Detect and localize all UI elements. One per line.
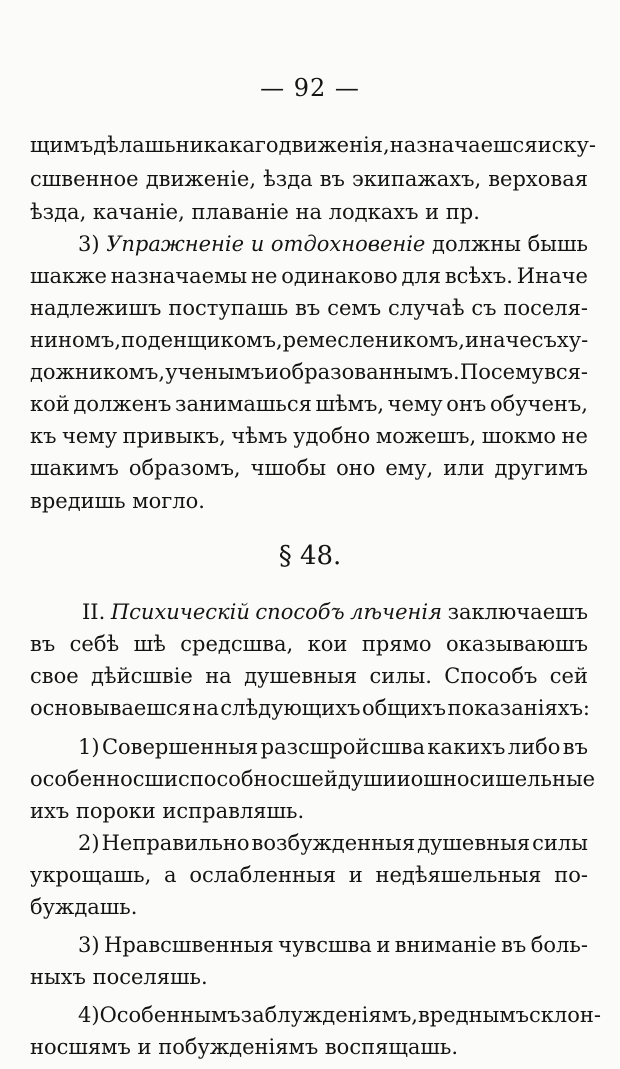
word: никакаго [175, 133, 279, 157]
word: другимъ [494, 456, 588, 480]
word: въ [295, 296, 321, 320]
word: шѣмъ, [315, 392, 385, 416]
text-line: ныхъ поселяшь. [30, 965, 208, 989]
word: привыкъ, [122, 424, 226, 448]
word: иначе [464, 328, 532, 352]
word: къ [30, 424, 57, 448]
word: оно [336, 456, 376, 480]
word: Упражненіе [106, 232, 245, 256]
word: назначаешся [389, 133, 538, 157]
word: прямо [361, 632, 432, 656]
word: способносшей [178, 767, 338, 791]
text-line [30, 451, 588, 485]
word: съ [531, 328, 557, 352]
word: кои [307, 632, 348, 656]
word: вся- [544, 360, 588, 384]
text-line [30, 291, 588, 325]
text-line [30, 259, 588, 293]
word: и [264, 360, 279, 384]
word: экипажахъ, [352, 167, 482, 191]
word: души [337, 767, 397, 791]
text-line [78, 928, 588, 962]
text-line: ѣзда, качаніе, плаваніе на лодкахъ и пр. [30, 200, 480, 224]
word: ремесленикомъ, [282, 328, 465, 352]
word: въ [30, 632, 56, 656]
word: чему [62, 424, 118, 448]
word: укрощашь, [30, 863, 152, 887]
word: Совершенныя [101, 735, 259, 759]
word: 1) [78, 735, 100, 759]
word: верховая [488, 167, 588, 191]
word: или [443, 456, 485, 480]
word: на [192, 696, 219, 720]
text-line [78, 998, 601, 1032]
word: долженъ [73, 392, 172, 416]
word: вреднымъ [417, 1003, 530, 1027]
word: поденщикомъ, [121, 328, 283, 352]
word: особенносши [30, 767, 179, 791]
word: средсшва, [180, 632, 294, 656]
word: ученымъ [165, 360, 265, 384]
word: заблужденіямъ, [240, 1003, 418, 1027]
word: отдохновеніе [270, 232, 426, 256]
word: способъ [255, 600, 345, 624]
word: 3) [78, 933, 100, 957]
word: боль- [530, 933, 588, 957]
word: кой [30, 392, 70, 416]
text-line [78, 826, 588, 860]
word: оказываюшъ [446, 632, 588, 656]
word: 3) [78, 232, 100, 256]
word: силы. [369, 664, 432, 688]
word: дѣлашь [93, 133, 176, 157]
text-line: буждашь. [30, 895, 138, 919]
word: общихъ [361, 696, 446, 720]
word: показаніяхъ: [447, 696, 590, 720]
word: либо [507, 735, 561, 759]
text-line [30, 128, 596, 162]
word: образованнымъ. [278, 360, 460, 384]
word: а [164, 863, 177, 887]
word: ѣзда [263, 167, 313, 191]
word: не [250, 264, 278, 288]
word: чѣмъ [231, 424, 288, 448]
word: ниномъ, [30, 328, 122, 352]
word: недѣяшельныя [375, 863, 542, 887]
word: 2) [78, 831, 100, 855]
word: семъ [327, 296, 382, 320]
word: шакимъ [30, 456, 119, 480]
word: ослабленныя [189, 863, 336, 887]
section-heading: § 48. [278, 541, 342, 571]
text-line [78, 730, 588, 764]
word: назначаемы [110, 264, 248, 288]
word: надлежишъ [30, 296, 162, 320]
word: чшобы [250, 456, 327, 480]
word: и [376, 933, 391, 957]
word: случаѣ [387, 296, 465, 320]
word: чувсшва [278, 933, 372, 957]
text-line [30, 387, 588, 421]
text-line: вредишь могло. [30, 489, 205, 513]
word: образомъ, [128, 456, 241, 480]
text-line [30, 762, 596, 796]
word: движеніе, [145, 167, 256, 191]
word: шакже [30, 264, 107, 288]
word: поступашь [168, 296, 289, 320]
word: Иначе [516, 264, 588, 288]
word: II. [82, 600, 106, 624]
word: возбужденныя [251, 831, 416, 855]
word: бышь [527, 232, 588, 256]
word: лѣченія [350, 600, 442, 624]
word: шокмо [481, 424, 556, 448]
word: сшвенное [30, 167, 139, 191]
word: какихъ [427, 735, 506, 759]
word: иску- [537, 133, 596, 157]
text-line [30, 691, 590, 725]
word: для [401, 264, 441, 288]
word: дѣйсшвіе [91, 664, 193, 688]
text-line: носшямъ и побужденіямъ воспящашь. [30, 1035, 459, 1059]
word: Нравсшвенныя [104, 933, 274, 957]
word: дожникомъ, [30, 360, 166, 384]
word: сей [549, 664, 588, 688]
word: душевныя [244, 664, 358, 688]
word: не [561, 424, 588, 448]
word: одинаково [281, 264, 398, 288]
word: разсшройсшва [260, 735, 426, 759]
text-line [30, 355, 588, 389]
text-line [82, 595, 588, 629]
word: вниманіе [394, 933, 497, 957]
word: должны [432, 232, 521, 256]
word: въ [562, 735, 588, 759]
word: свое [30, 664, 79, 688]
word: и [250, 232, 265, 256]
word: Посему [459, 360, 544, 384]
word: удобно [293, 424, 371, 448]
word: ху- [556, 328, 589, 352]
word: ему, [385, 456, 434, 480]
word: по- [554, 863, 588, 887]
word: себѣ [69, 632, 120, 656]
word: на [205, 664, 232, 688]
word: слѣдующихъ [220, 696, 361, 720]
word: въ [501, 933, 527, 957]
text-line [30, 659, 588, 693]
word: поселя- [503, 296, 588, 320]
word: и [396, 767, 411, 791]
word: шѣ [133, 632, 166, 656]
word: и [348, 863, 363, 887]
text-line [30, 627, 588, 661]
page-number: — 92 — [260, 74, 360, 102]
text-line [30, 323, 588, 357]
word: чему [387, 392, 443, 416]
word: Неправильно [101, 831, 250, 855]
word: Особеннымъ [99, 1003, 241, 1027]
word: Способъ [444, 664, 538, 688]
word: всѣхъ. [444, 264, 513, 288]
word: занимашься [175, 392, 312, 416]
text-line [30, 162, 588, 196]
text-line [30, 419, 588, 453]
word: онъ [446, 392, 487, 416]
text-line [78, 227, 588, 261]
word: основываешся [30, 696, 191, 720]
word: заключаешъ [447, 600, 588, 624]
word: силы [532, 831, 588, 855]
word: обученъ, [489, 392, 588, 416]
text-line: ихъ пороки исправляшь. [30, 799, 305, 823]
word: Психическій [110, 600, 250, 624]
word: щимъ [30, 133, 94, 157]
word: можешъ, [375, 424, 477, 448]
word: съ [471, 296, 497, 320]
text-line [30, 858, 588, 892]
word: 4) [78, 1003, 100, 1027]
word: склон- [529, 1003, 601, 1027]
word: въ [319, 167, 345, 191]
word: ошносишельные [410, 767, 596, 791]
word: движенія, [278, 133, 390, 157]
word: душевныя [417, 831, 531, 855]
